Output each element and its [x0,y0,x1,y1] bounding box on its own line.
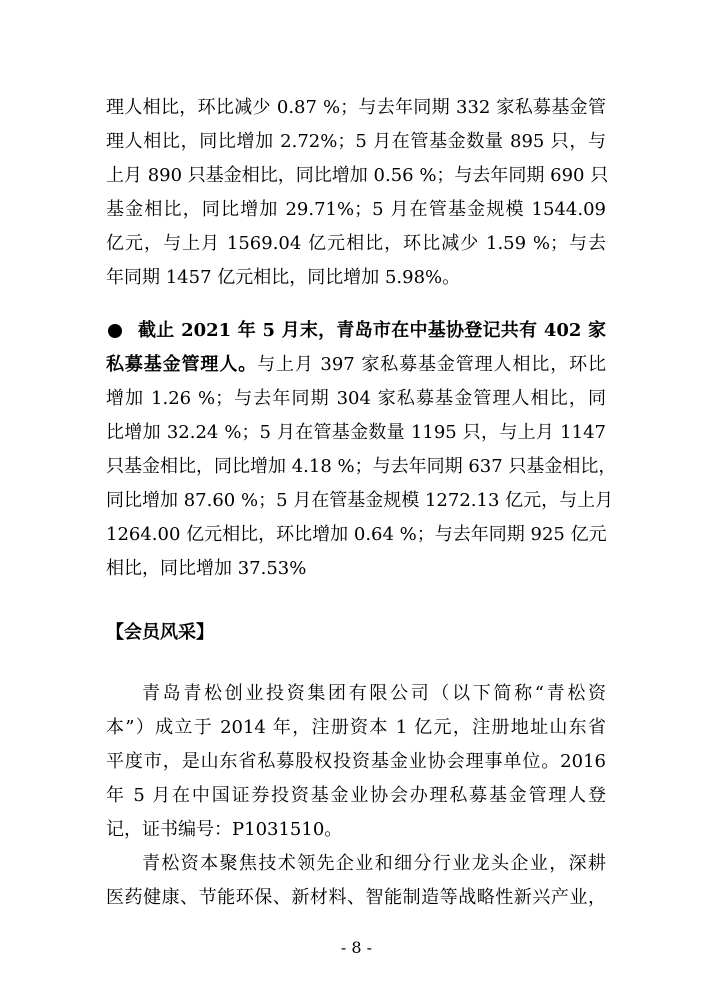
text-line: 1264.00 亿元相比，环比增加 0.64 %；与去年同期 925 亿元 [106,524,607,545]
text-line: 青松资本聚焦技术领先企业和细分行业龙头企业，深耕 [142,853,606,874]
bold-text-line: 截止 2021 年 5 月末，青岛市在中基协登记共有 402 家 [138,320,606,341]
text-line: 同比增加 87.60 %；5 月在管基金规模 1272.13 亿元，与上月 [106,490,614,511]
page-number: - 8 - [340,938,373,957]
text-line: 医药健康、节能环保、新材料、智能制造等战略性新兴产业， [106,887,606,908]
text-line: 记，证书编号：P1031510。 [106,819,343,840]
text-line: 上月 890 只基金相比，同比增加 0.56 %；与去年同期 690 只 [106,165,609,186]
text-line: 年同期 1457 亿元相比，同比增加 5.98%。 [106,267,461,288]
mixed-text-line [106,353,606,377]
text-line: 基金相比，同比增加 29.71%；5 月在管基金规模 1544.09 [106,199,606,220]
text-line: 比增加 32.24 %；5 月在管基金数量 1195 只，与上月 1147 [106,422,606,443]
text-line: 亿元，与上月 1569.04 亿元相比，环比减少 1.59 %；与去 [106,233,606,254]
bullet-icon [108,324,122,338]
section-heading: 【会员风采】 [106,622,214,643]
text-line: 平度市，是山东省私募股权投资基金业协会理事单位。2016 [106,751,606,772]
text-line: 青岛青松创业投资集团有限公司（以下简称“青松资 [142,683,606,704]
text-line: 年 5 月在中国证券投资基金业协会办理私募基金管理人登 [106,785,606,806]
text-line: 相比，同比增加 37.53% [106,558,307,579]
text: 与上月 397 家私募基金管理人相比，环比 [257,354,606,375]
text-line: 理人相比，环比减少 0.87 %；与去年同期 332 家私募基金管 [106,97,606,118]
text-line: 理人相比，同比增加 2.72%；5 月在管基金数量 895 只，与 [106,131,606,152]
text-line: 只基金相比，同比增加 4.18 %；与去年同期 637 只基金相比， [106,456,617,477]
bold-text: 私募基金管理人。 [106,354,258,375]
text-line: 本”）成立于 2014 年，注册资本 1 亿元，注册地址山东省 [106,717,606,738]
text-line: 增加 1.26 %；与去年同期 304 家私募基金管理人相比，同 [106,388,606,409]
